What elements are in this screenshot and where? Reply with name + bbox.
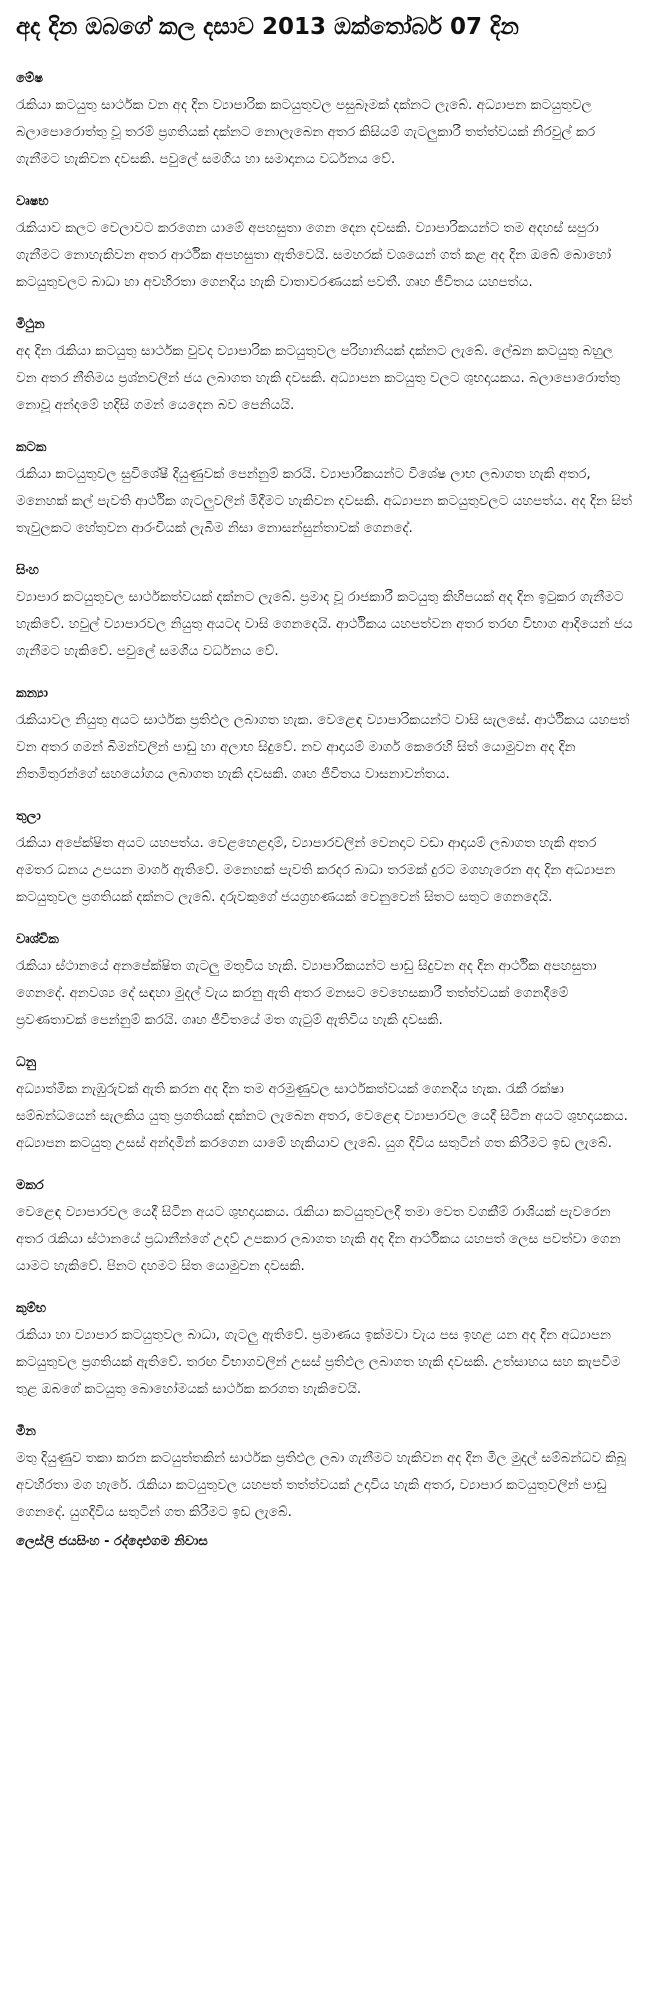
horoscope-text: අද දින රැකියා කටයුතු සාර්ථක වුවද ව්‍යාපාරික කටයුතුවල පරිහානියක් දක්නට ලැබේ. ලේඛන කටයුතු බහුල වන අතර නීතිමය ප්‍රශ්නවලින් ජය ලබාගත හැකි දවසකි. අධ්‍යාපන කටයුතු වලට ශුභදායකය. බලාපොරොත්තු නොවූ අන්දමේ හදිසි ගමන් යෙදෙන බව පෙනියයි. xyxy=(16,343,620,413)
horoscope-section xyxy=(16,1300,633,1403)
horoscope-section xyxy=(16,1177,633,1280)
horoscope-text: රැකියා හා ව්‍යාපාර කටයුතුවල බාධා, ගැටලු ඇතිවේ. ප්‍රමාණය ඉක්මවා වැය පස ඉහළ යන අද දින අධ්‍යාපන කටයුතුවල ප්‍රගතියක් ඇතිවේ. තරඟ විභාගවලින් උසස් ප්‍රතිඵල ලබාගත හැකි දවසකි. උත්සාහය සහ කැපවීම තුළ ඔබගේ කටයුතු බොහෝමයක් සාර්ථක කරගත හැකිවෙයි. xyxy=(16,1327,621,1397)
horoscope-text: රැකියා කටයුතු සාර්ථක වන අද දින ව්‍යාපාරික කටයුතුවල පසුබෑමක් දක්නට ලැබේ. අධ්‍යාපන කටයුතුවල බලාපොරොත්තු වූ තරම් ප්‍රගතියක් දක්නට නොලැබෙන අතර කිසියම් ගැටලුකාරී තත්ත්වයක් නිරවුල් කර ගැනීමට හැකිවන දවසකි. පවුලේ සමගිය හා සමාදානය වර්ධනය වේ. xyxy=(16,97,596,167)
horoscope-section xyxy=(16,562,633,665)
horoscope-section xyxy=(16,1054,633,1157)
horoscope-text: රැකියාව කලට වෙලාවට කරගෙන යාමේ අපහසුතා ගෙන දෙන දවසකි. ව්‍යාපාරිකයන්ට තම අදහස් සපුරා ගැනීමට නොහැකිවන අතර ආර්ථික අපහසුතා ඇතිවෙයි. සමහරක් වශයෙන් ගත් කළ අද දින ඔබේ බොහෝ කටයුතුවලට බාධා හා අවහිරතා ගෙනදිය හැකි වාතාවරණයක් පවතී. ගෘහ ජීවිතය යහපත්ය. xyxy=(16,220,612,290)
zodiac-sign-heading: කටක xyxy=(16,440,47,455)
zodiac-sign-heading: වෘෂභ xyxy=(16,194,49,209)
horoscope-section xyxy=(16,316,633,419)
zodiac-sign-heading: මිථුන xyxy=(16,317,45,332)
horoscope-section xyxy=(16,193,633,296)
horoscope-text: මතු දියුණුව තකා කරන කටයුත්තකින් සාර්ථක ප්‍රතිඵල ලබා ගැනීමට හැකිවන අද දින මිල මුදල් සම්බන්ධව කිබූ අවහිරතා මග හැරේ. රැකියා කටයුතුවල යහපත් තත්ත්වයක් උදාවිය හැකි අතර, ව්‍යාපාර කටයුතුවලින් පාඩු ගෙනදේ. යුගදිවිය සතුටින් ගත කිරීමට ඉඩ ලැබේ. xyxy=(16,1450,627,1520)
zodiac-sign-heading: මීන xyxy=(16,1424,36,1439)
zodiac-sign-heading: වෘශ්චික xyxy=(16,932,59,947)
page-title: අද දින ඔබගේ කල දසාව 2013 ඔක්තෝබර් 07 දින xyxy=(16,14,519,40)
zodiac-sign-heading: කන්‍යා xyxy=(16,686,48,701)
zodiac-sign-heading: ධනු xyxy=(16,1055,37,1070)
author-signature: ලෙස්ලි ජයසිංහ - රද්දොළුගම නිවාස xyxy=(16,1534,208,1549)
horoscope-text: අධ්‍යාත්මික නැඹුරුවක් ඇති කරන අද දින තම අරමුණුවල සාර්ථකත්වයක් ගෙනදිය හැක. රැකී රක්ෂා සම්බන්ධයෙන් සැලකිය යුතු ප්‍රගතියක් දක්නට ලැබෙන අතර, වෙළෙඳ ව්‍යාපාරවල යෙදී සිටින අයට ශුභදායකය. අධ්‍යාපන කටයුතු උසස් අන්දමින් කරගෙන යාමේ හැකියාව ලැබේ. යුග දිවිය සතුටින් ගත කිරීමට ඉඩ ලැබේ. xyxy=(16,1081,628,1151)
horoscope-section xyxy=(16,931,633,1034)
zodiac-sign-heading: මේෂ xyxy=(16,71,44,86)
horoscope-text: රැකියා ස්ථානයේ අනපේක්ෂිත ගැටලු මතුවිය හැකි. ව්‍යාපාරිකයන්ට පාඩු සිදුවන අද දින ආර්ථික අපහසුතා ගෙනදේ. අනවශ්‍ය දේ සඳහා මුදල් වැය කරනු ඇති අතර මනසට වෙහෙසකාරී තත්ත්වයක් ගෙනදීමේ ප්‍රවණතාවක් පෙන්නුම් කරයි. ගෘහ ජීවිතයේ මත ගැටුම් ඇතිවිය හැකි දවසකි. xyxy=(16,958,597,1028)
zodiac-sign-heading: සිංහ xyxy=(16,563,39,578)
horoscope-text: රැකියාවල නියුතු අයට සාර්ථක ප්‍රතිඵල ලබාගත හැක. වෙළෙඳ ව්‍යාපාරිකයන්ට වාසි සැලසේ. ආර්ථිකය යහපත් වන අතර ගමන් බිමන්වලින් පාඩු හා අලාභ සිදුවේ. නව ආදායම් මාර්ග කෙරෙහි සිත් යොමුවන අද දින නිතමිතුරන්ගේ සහයෝගය ලබාගත හැකි දවසකි. ගෘහ ජීවිතය වාසනාවන්තය. xyxy=(16,712,630,782)
horoscope-section xyxy=(16,70,633,173)
horoscope-text: ව්‍යාපාර කටයුතුවල සාර්ථකත්වයක් දක්නට ලැබේ. ප්‍රමාද වූ රාජකාරී කටයුතු කිහිපයක් අද දින ඉටුකර ගැනීමට හැකිවේ. හවුල් ව්‍යාපාරවල නියුතු අයටද වාසි ගෙනදෙයි. ආර්ථිකය යහපත්වන අතර තරඟ විභාග ආදියෙන් ජය ගැනීමට හැකිවේ. පවුලේ සමගිය වර්ධනය වේ. xyxy=(16,589,633,659)
horoscope-section xyxy=(16,1423,633,1526)
horoscope-section xyxy=(16,808,633,911)
horoscope-section xyxy=(16,685,633,788)
zodiac-sign-heading: තුලා xyxy=(16,809,41,824)
horoscope-section xyxy=(16,439,633,542)
horoscope-list xyxy=(16,70,633,1526)
horoscope-text: වෙළෙඳ ව්‍යාපාරවල යෙදී සිටින අයට ශුභදායකය. රැකියා කටයුතුවලදී තමා වෙත වගකීම් රාශියක් පැවරෙන අතර රැකියා ස්ථානයේ ප්‍රධානීන්ගේ උදව් උපකාර ලබාගත හැකි අද දින ආර්ථිකය යහපත් ලෙස පවත්වා ගෙන යාමට හැකිවේ. පිනට දහමට සිත යොමුවන දවසකි. xyxy=(16,1204,621,1274)
horoscope-text: රැකියා අපේක්ෂිත අයට යහපත්ය. වෙළහෙළදාම්, ව්‍යාපාරවලින් වෙනදාට වඩා ආදායම් ලබාගත හැකි අතර අමතර ධනය උපයන මාර්ග ඇතිවේ. මනෙහක් පැවති කරදර බාධා තරමක් දුරට මගහැරෙන අද දින අධ්‍යාපන කටයුතුවල ප්‍රගතියක් දක්නට ලැබේ. දරුවකුගේ ජයග්‍රහණයක් වෙනුවෙන් සිතට සතුට ගෙනදෙයි. xyxy=(16,835,616,905)
zodiac-sign-heading: කුම්භ xyxy=(16,1301,47,1316)
zodiac-sign-heading: මකර xyxy=(16,1178,44,1193)
horoscope-text: රැකියා කටයුතුවල සුවිශේෂී දියුණුවක් පෙන්නුම් කරයි. ව්‍යාපාරිකයන්ට විශේෂ ලාභ ලබාගත හැකි අතර, මනෙහක් කල් පැවති ආර්ථික ගැටලුවලින් මිදීමට හැකිවන දවසකි. අධ්‍යාපන කටයුතුවලට යහපත්ය. අද දින සිත් තැවුලකට හේතුවන ආරංචියක් ලැබීම නිසා නොසන්සුන්තාවක් ගෙනදේ. xyxy=(16,466,632,536)
